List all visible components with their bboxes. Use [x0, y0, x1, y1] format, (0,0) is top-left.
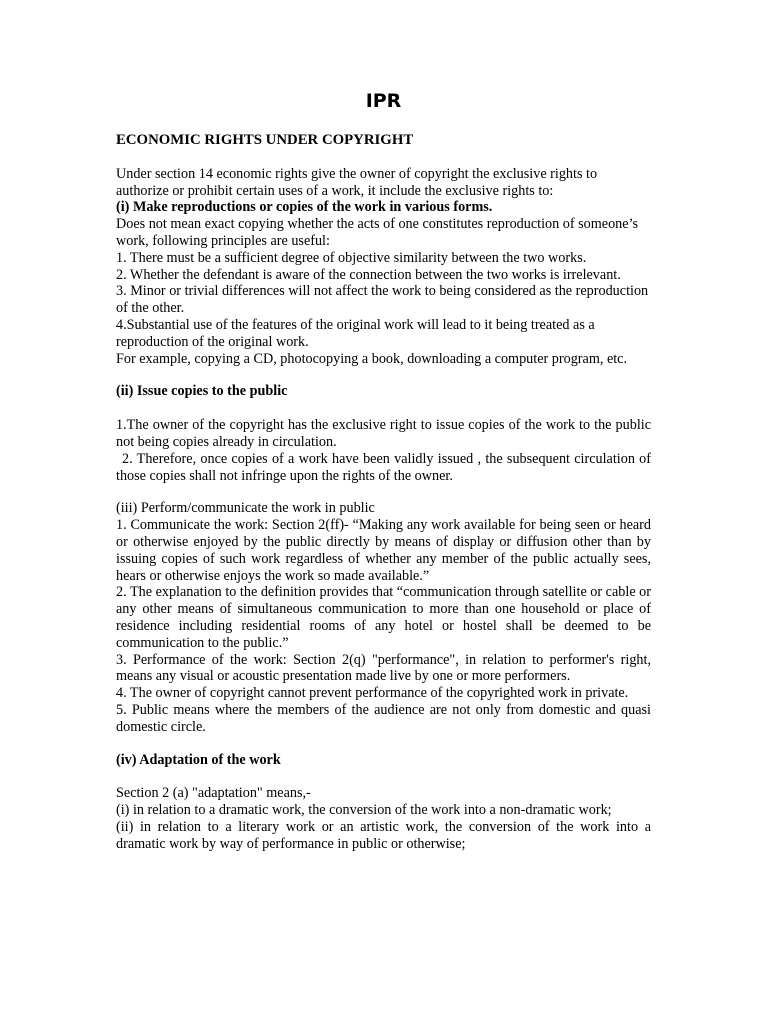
- section-adaptation: [116, 785, 651, 852]
- adaptation-lead: Section 2 (a) "adaptation" means,-: [116, 785, 311, 802]
- reproduction-point-1: 1. There must be a sufficient degree of objective similarity between the two works.: [116, 249, 587, 266]
- issue-copies-heading: (ii) Issue copies to the public: [116, 383, 288, 400]
- perform-point-3: 3. Performance of the work: Section 2(q) "performance", in relation to performer's right, means any visual or acoustic presentation made live by one or more performers.: [116, 651, 651, 685]
- reproduction-lead: Does not mean exact copying whether the acts of one constitutes reproduction of someone’s work, following principles are useful:: [116, 216, 639, 249]
- perform-point-1: 1. Communicate the work: Section 2(ff)- “Making any work available for being seen or heard or otherwise enjoyed by the public directly by means of display or diffusion other than by issuing copies of such work regardless of whether any member of the public actually sees, hears or otherwise enjoys the work so made available.”: [116, 517, 651, 584]
- section-issue-copies: [116, 417, 651, 484]
- perform-point-2: 2. The explanation to the definition provides that “communication through satellite or cable or any other means of simultaneous communication to more than one household or place of residence including residential rooms of any hotel or hostel shall be deemed to be communication to the public.”: [116, 584, 651, 651]
- reproduction-point-2: 2. Whether the defendant is aware of the connection between the two works is irrelevant.: [116, 266, 621, 283]
- reproduction-example: For example, copying a CD, photocopying a book, downloading a computer program, etc.: [116, 350, 628, 367]
- perform-point-4: 4. The owner of copyright cannot prevent performance of the copyrighted work in private.: [116, 685, 629, 702]
- adaptation-point-2: (ii) in relation to a literary work or an artistic work, the conversion of the work into a dramatic work by way of performance in public or otherwise;: [116, 818, 651, 852]
- intro-paragraph: Under section 14 economic rights give the owner of copyright the exclusive rights to authorize or prohibit certain uses of a work, it include the exclusive rights to:: [116, 165, 598, 199]
- reproduction-point-3: 3. Minor or trivial differences will not affect the work to being considered as the reproduction of the other.: [116, 283, 649, 317]
- perform-communicate-heading: (iii) Perform/communicate the work in public: [116, 500, 375, 517]
- reproduction-point-4: 4.Substantial use of the features of the original work will lead to it being treated as a reproduction of the original work.: [116, 316, 595, 350]
- perform-point-5: 5. Public means where the members of the audience are not only from domestic and quasi domestic circle.: [116, 701, 651, 735]
- adaptation-heading: (iv) Adaptation of the work: [116, 751, 281, 768]
- issue-copies-point-2: 2. Therefore, once copies of a work have been validly issued , the subsequent circulation of those copies shall not infringe upon the rights of the owner.: [116, 450, 651, 484]
- issue-copies-point-1: 1.The owner of the copyright has the exclusive right to issue copies of the work to the public not being copies already in circulation.: [116, 417, 651, 450]
- section-perform-communicate: [116, 500, 651, 735]
- adaptation-point-1: (i) in relation to a dramatic work, the conversion of the work into a non-dramatic work;: [116, 802, 612, 819]
- document-page: [116, 88, 651, 868]
- reproduction-subheading: (i) Make reproductions or copies of the work in various forms.: [116, 199, 493, 216]
- section-economic-rights: [116, 166, 651, 368]
- section-heading: ECONOMIC RIGHTS UNDER COPYRIGHT: [116, 132, 414, 148]
- document-title: IPR: [365, 90, 402, 112]
